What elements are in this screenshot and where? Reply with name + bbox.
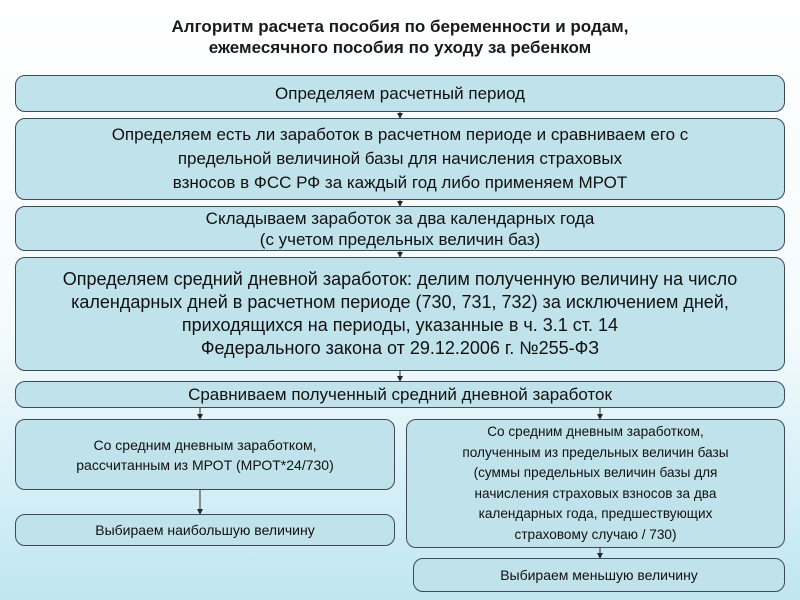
step-line: календарных дней в расчетном периоде (730, 731, 732) за исключением дней, xyxy=(71,292,729,312)
branch-line: начисления страховых взносов за два xyxy=(474,485,717,501)
result-choose-min xyxy=(413,558,785,592)
branch-line: полученным из предельных величин базы xyxy=(462,444,729,460)
title-line-1: Алгоритм расчета пособия по беременности и родам, xyxy=(171,17,629,36)
step-earnings-check xyxy=(15,118,785,200)
branch-line: Со средним дневным заработком, xyxy=(487,424,704,439)
step-line: (с учетом предельных величин баз) xyxy=(259,229,541,249)
branch-mrot xyxy=(15,419,395,490)
branch-line: Со средним дневным заработком, xyxy=(93,436,317,453)
step-line: Определяем есть ли заработок в расчетном периоде и сравниваем его с xyxy=(111,125,689,144)
step-compare xyxy=(15,381,785,408)
result-line: Выбираем наибольшую величину xyxy=(95,522,315,538)
branch-max-base xyxy=(406,419,785,548)
step-line: взносов в ФСС РФ за каждый год либо применяем МРОТ xyxy=(172,173,628,192)
step-sum-two-years xyxy=(15,206,785,251)
result-choose-max xyxy=(15,514,395,546)
result-line: Выбираем меньшую величину xyxy=(500,567,698,583)
step-line: Определяем средний дневной заработок: делим полученную величину на число xyxy=(62,269,738,289)
title-line-2: ежемесячного пособия по уходу за ребенком xyxy=(208,38,592,57)
step-line: Складываем заработок за два календарных года xyxy=(205,208,595,228)
branch-line: страховому случаю / 730) xyxy=(514,526,677,542)
branch-line: календарных года, предшествующих xyxy=(478,506,713,521)
step-average-daily-earnings xyxy=(15,257,785,371)
step-line: Сравниваем полученный средний дневной заработок xyxy=(188,384,612,404)
step-line: Федерального закона от 29.12.2006 г. №255-ФЗ xyxy=(200,338,600,358)
branch-line: рассчитанным из МРОТ (МРОТ*24/730) xyxy=(76,456,334,473)
step-line: предельной величиной базы для начисления страховых xyxy=(177,149,623,168)
step-determine-period xyxy=(15,75,785,112)
branch-line: (суммы предельных величин базы для xyxy=(473,465,718,480)
step-line: Определяем расчетный период xyxy=(275,83,525,103)
step-line: приходящихся на периоды, указанные в ч. 3.1 ст. 14 xyxy=(181,315,619,335)
